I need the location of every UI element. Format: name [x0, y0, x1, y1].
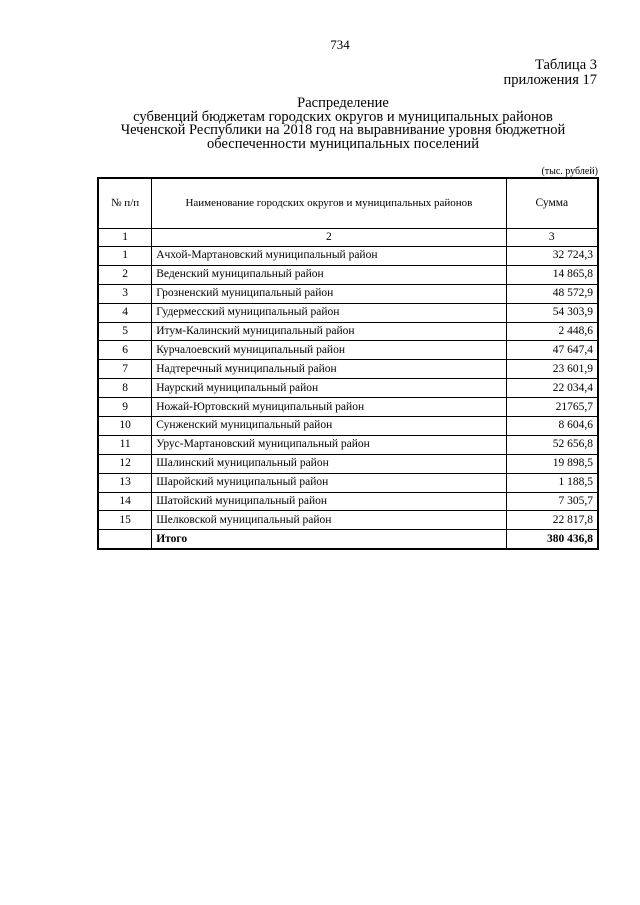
row-sum-cell: 14 865,8: [506, 265, 598, 284]
row-number-cell: 10: [98, 417, 152, 436]
row-sum-cell: 21765,7: [506, 398, 598, 417]
header-sum: Сумма: [506, 178, 598, 229]
row-sum-cell: 48 572,9: [506, 284, 598, 303]
row-sum-cell: 1 188,5: [506, 473, 598, 492]
row-name-cell: Гудермесский муниципальный район: [152, 303, 506, 322]
table-row: [98, 379, 598, 398]
table-reference-line: Таблица 3: [534, 57, 597, 73]
title-line: Распределение: [297, 95, 389, 111]
table-row: [98, 247, 598, 266]
table-row: [98, 511, 598, 530]
table-row: [98, 265, 598, 284]
table-row: [98, 303, 598, 322]
row-number-cell: 1: [98, 247, 152, 266]
table-row: [98, 360, 598, 379]
row-name-cell: Шаройский муниципальный район: [152, 473, 506, 492]
header-name: Наименование городских округов и муниципальных районов: [152, 178, 506, 229]
row-name-cell: Шелковской муниципальный район: [152, 511, 506, 530]
table-reference: [504, 58, 597, 88]
row-name-cell: Грозненский муниципальный район: [152, 284, 506, 303]
row-number-cell: 7: [98, 360, 152, 379]
row-sum-cell: 19 898,5: [506, 454, 598, 473]
row-number-cell: 11: [98, 435, 152, 454]
row-number-cell: 12: [98, 454, 152, 473]
row-name-cell: Сунженский муниципальный район: [152, 417, 506, 436]
total-number-cell: [98, 530, 152, 549]
row-name-cell: Надтеречный муниципальный район: [152, 360, 506, 379]
title-line: субвенций бюджетам городских округов и муниципальных районов: [133, 108, 553, 125]
row-sum-cell: 8 604,6: [506, 417, 598, 436]
row-number-cell: 5: [98, 322, 152, 341]
row-name-cell: Веденский муниципальный район: [152, 265, 506, 284]
table-row: [98, 435, 598, 454]
table-header-row: [98, 178, 598, 229]
table-row: [98, 341, 598, 360]
table-row: [98, 322, 598, 341]
row-sum-cell: 22 817,8: [506, 511, 598, 530]
row-name-cell: Урус-Мартановский муниципальный район: [152, 435, 506, 454]
page-number: 734: [330, 37, 350, 52]
total-row: [98, 530, 598, 549]
row-sum-cell: 22 034,4: [506, 379, 598, 398]
row-name-cell: Ножай-Юртовский муниципальный район: [152, 398, 506, 417]
row-number-cell: 14: [98, 492, 152, 511]
row-sum-cell: 23 601,9: [506, 360, 598, 379]
row-name-cell: Итум-Калинский муниципальный район: [152, 322, 506, 341]
table-row: [98, 284, 598, 303]
table-reference-line: приложения 17: [503, 72, 597, 88]
row-name-cell: Наурский муниципальный район: [152, 379, 506, 398]
row-sum-cell: 54 303,9: [506, 303, 598, 322]
row-number-cell: 2: [98, 265, 152, 284]
row-number-cell: 3: [98, 284, 152, 303]
row-sum-cell: 32 724,3: [506, 247, 598, 266]
distribution-table: [97, 177, 599, 550]
row-number-cell: 6: [98, 341, 152, 360]
total-sum-cell: 380 436,8: [506, 530, 598, 549]
table-row: [98, 473, 598, 492]
row-number-cell: 15: [98, 511, 152, 530]
row-sum-cell: 52 656,8: [506, 435, 598, 454]
column-number-cell: 3: [506, 229, 598, 247]
row-name-cell: Ачхой-Мартановский муниципальный район: [152, 247, 506, 266]
column-number-cell: 1: [98, 229, 152, 247]
title-line: обеспеченности муниципальных поселений: [207, 135, 479, 152]
row-sum-cell: 2 448,6: [506, 322, 598, 341]
total-label-cell: Итого: [152, 530, 506, 549]
document-title: [0, 97, 640, 151]
row-number-cell: 13: [98, 473, 152, 492]
row-name-cell: Курчалоевский муниципальный район: [152, 341, 506, 360]
table-row: [98, 454, 598, 473]
table-body: [98, 229, 598, 550]
row-sum-cell: 7 305,7: [506, 492, 598, 511]
table-row: [98, 492, 598, 511]
table-row: [98, 398, 598, 417]
header-num: № п/п: [98, 178, 152, 229]
row-number-cell: 8: [98, 379, 152, 398]
row-sum-cell: 47 647,4: [506, 341, 598, 360]
column-number-cell: 2: [152, 229, 506, 247]
row-number-cell: 4: [98, 303, 152, 322]
column-number-row: [98, 229, 598, 247]
table-row: [98, 417, 598, 436]
title-line: Чеченской Республики на 2018 год на выравнивание уровня бюджетной: [120, 122, 566, 138]
row-name-cell: Шалинский муниципальный район: [152, 454, 506, 473]
row-name-cell: Шатойский муниципальный район: [152, 492, 506, 511]
units-note: (тыс. рублей): [541, 166, 598, 177]
row-number-cell: 9: [98, 398, 152, 417]
